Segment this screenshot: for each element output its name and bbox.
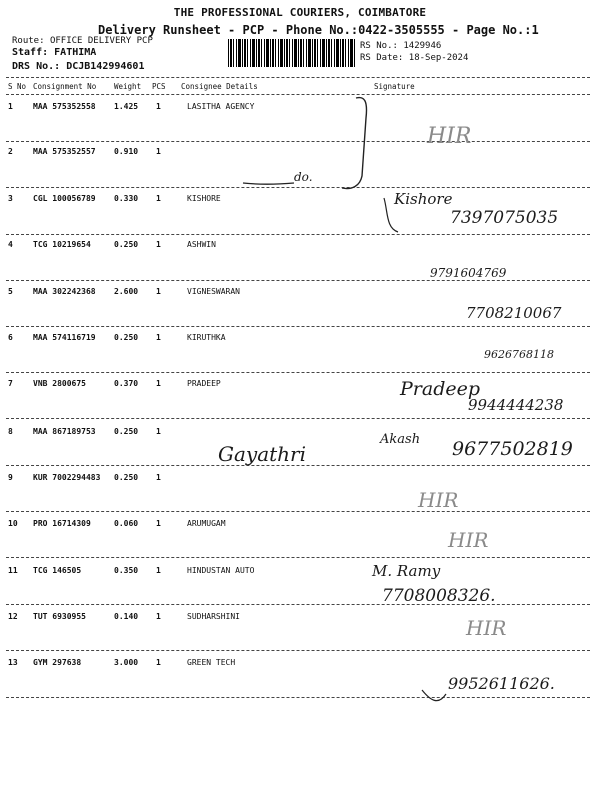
handwritten-signature-hindustan: M. Ramy: [372, 562, 441, 580]
row-consignee: LASITHA AGENCY: [187, 102, 255, 111]
handwritten-phone-ashwin: 9791604769: [430, 266, 507, 280]
do-tail-stroke: [243, 183, 294, 184]
row-pcs: 1: [156, 333, 161, 342]
handwritten-phone-vigneswaran: 7708210067: [466, 304, 562, 322]
row-weight: 0.910: [114, 147, 139, 156]
handwritten-hir: HIR: [427, 124, 472, 149]
row-pcs: 1: [156, 240, 161, 249]
row-sno: 1: [8, 102, 13, 111]
row-weight: 2.600: [114, 287, 139, 296]
row-sno: 2: [8, 147, 13, 156]
row-sno: 8: [8, 427, 13, 436]
row-pcs: 1: [156, 102, 161, 111]
row-pcs: 1: [156, 566, 161, 575]
row-pcs: 1: [156, 147, 161, 156]
row-consignment: VNB 2800675: [33, 379, 86, 388]
row-consignee: PRADEEP: [187, 379, 221, 388]
row-sno: 4: [8, 240, 13, 249]
staff-label: Staff:: [12, 47, 49, 58]
row-sno: 10: [8, 519, 18, 528]
handwritten-hir: HIR: [418, 488, 459, 512]
runsheet-title: THE PROFESSIONAL COURIERS, COIMBATORE: [173, 6, 427, 19]
handwritten-phone-kiruthka: 9626768118: [484, 348, 554, 361]
handwritten-signature-pradeep: Pradeep: [400, 378, 481, 400]
bracket-stroke: [342, 98, 367, 189]
row-consignment: CGL 100056789: [33, 194, 96, 203]
row-consignment: MAA 575352557: [33, 147, 96, 156]
handwritten-signature-akash: Akash: [380, 432, 421, 447]
row-weight: 0.140: [114, 612, 139, 621]
row-weight: 0.250: [114, 427, 139, 436]
row-pcs: 1: [156, 658, 161, 667]
runsheet-subtitle: Delivery Runsheet - PCP - Phone No.:0422-3505555 - Page No.:1: [98, 23, 539, 37]
handwritten-phone-akash: 9677502819: [452, 438, 573, 460]
row-weight: 0.250: [114, 473, 139, 482]
drs-value: DCJB142994601: [66, 61, 145, 72]
col-sno: S No: [8, 82, 27, 91]
row-consignee: HINDUSTAN AUTO: [187, 566, 255, 575]
rs-date-value: 18-Sep-2024: [408, 53, 469, 63]
handwritten-signature-gayathri: Gayathri: [218, 442, 306, 466]
row-consignment: TCG 10219654: [33, 240, 91, 249]
row-consignment: MAA 302242368: [33, 287, 96, 296]
row-consignee: KISHORE: [187, 194, 221, 203]
row-weight: 0.350: [114, 566, 139, 575]
row-consignee: SUDHARSHINI: [187, 612, 240, 621]
col-signature: Signature: [374, 82, 415, 91]
row-consignment: MAA 575352558: [33, 102, 96, 111]
row-consignee: KIRUTHKA: [187, 333, 226, 342]
drs-label: DRS No.:: [12, 61, 61, 72]
handwritten-hir: HIR: [448, 528, 489, 552]
row-sno: 3: [8, 194, 13, 203]
row-weight: 1.425: [114, 102, 139, 111]
row-consignment: GYM 297638: [33, 658, 82, 667]
row-pcs: 1: [156, 427, 161, 436]
row-consignment: MAA 867189753: [33, 427, 96, 436]
row-weight: 0.330: [114, 194, 139, 203]
handwritten-phone-hindustan: 7708008326.: [382, 586, 496, 606]
rs-no-value: 1429946: [403, 41, 442, 51]
row-pcs: 1: [156, 473, 161, 482]
handwritten-phone-kishore: 7397075035: [450, 208, 559, 228]
row-sno: 5: [8, 287, 13, 296]
row-weight: 0.250: [114, 240, 139, 249]
row-consignment: MAA 574116719: [33, 333, 96, 342]
row-pcs: 1: [156, 612, 161, 621]
route-label: Route:: [12, 36, 45, 46]
route-value: OFFICE DELIVERY PCP: [49, 36, 153, 46]
handwritten-signature-kishore: Kishore: [394, 190, 453, 208]
col-consignee: Consignee Details: [181, 82, 258, 91]
row-sno: 6: [8, 333, 13, 342]
greentech-sweep: [422, 690, 446, 701]
handwritten-hir: HIR: [466, 616, 507, 640]
rs-date-label: RS Date:: [360, 53, 404, 63]
handwritten-do-mark: do.: [294, 170, 313, 184]
row-sno: 7: [8, 379, 13, 388]
rs-no-label: RS No.:: [360, 41, 398, 51]
row-consignment: KUR 7002294483: [33, 473, 101, 482]
row-pcs: 1: [156, 194, 161, 203]
row-consignee: VIGNESWARAN: [187, 287, 240, 296]
row-weight: 3.000: [114, 658, 139, 667]
col-pcs: PCS: [152, 82, 166, 91]
row-sno: 9: [8, 473, 13, 482]
col-weight: Weight: [114, 82, 142, 91]
row-consignment: TCG 146505: [33, 566, 82, 575]
row-pcs: 1: [156, 287, 161, 296]
handwritten-phone-greentech: 9952611626.: [448, 674, 555, 693]
handwritten-phone-pradeep: 9944444238: [468, 396, 564, 414]
row-weight: 0.250: [114, 333, 139, 342]
row-consignment: PRO 16714309: [33, 519, 91, 528]
row-consignee: ARUMUGAM: [187, 519, 226, 528]
row-sno: 12: [8, 612, 18, 621]
row-consignment: TUT 6930955: [33, 612, 86, 621]
row-sno: 11: [8, 566, 18, 575]
row-sno: 13: [8, 658, 18, 667]
row-consignee: GREEN TECH: [187, 658, 236, 667]
row-pcs: 1: [156, 379, 161, 388]
row-weight: 0.370: [114, 379, 139, 388]
col-consignment: Consignment No: [33, 82, 97, 91]
staff-value: FATHIMA: [54, 47, 97, 58]
row-pcs: 1: [156, 519, 161, 528]
row-weight: 0.060: [114, 519, 139, 528]
row-consignee: ASHWIN: [187, 240, 216, 249]
